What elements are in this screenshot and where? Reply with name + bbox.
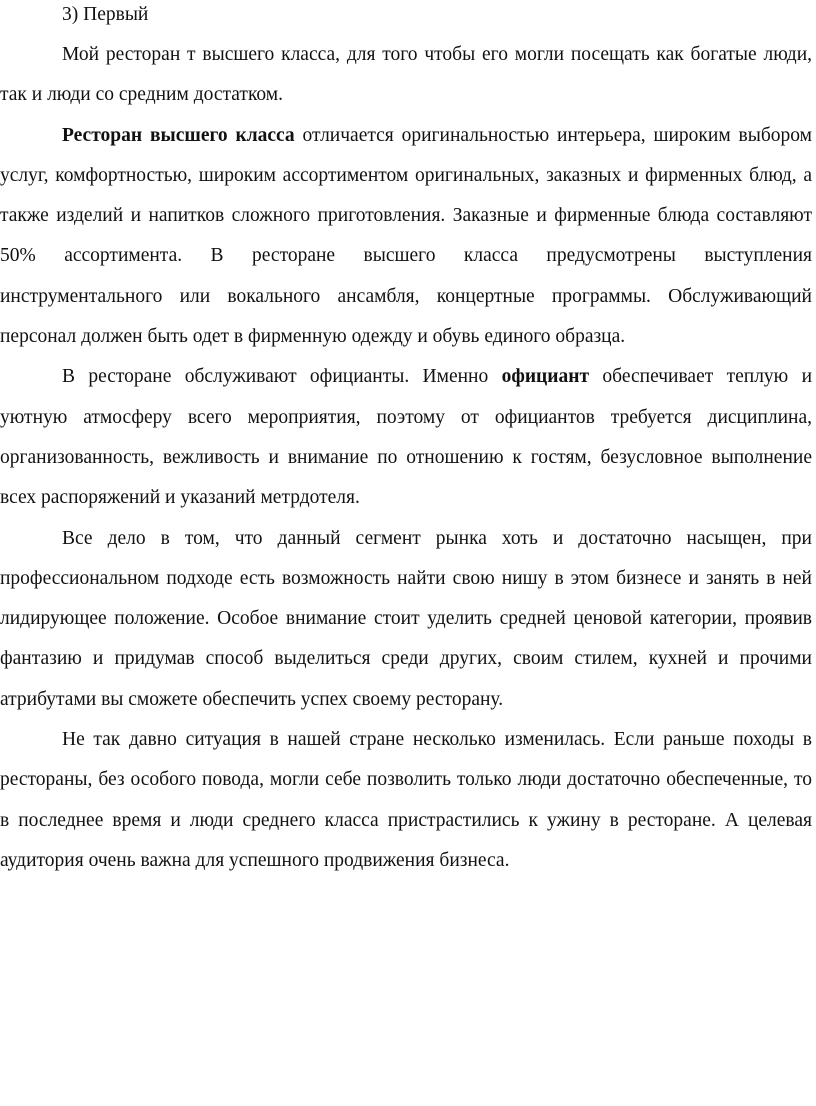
paragraph-high-class-restaurant	[0, 116, 812, 358]
paragraph-situation-change-text: Не так давно ситуация в нашей стране несколько изменилась. Если раньше походы в рестораны, без особого повода, могли себе позволить только люди достаточно обеспеченные, то в последнее время и люди среднего класса пристрастились к ужину в ресторане. А целевая аудитория очень важна для успешного продвижения бизнеса.	[0, 729, 812, 871]
bold-term-high-class: Ресторан высшего класса	[62, 124, 295, 146]
section-heading: 3) Первый	[62, 4, 149, 25]
paragraph-market-segment	[0, 519, 812, 720]
paragraph-waiters-text-before: В ресторане обслуживают официанты. Именно	[62, 366, 502, 388]
paragraph-situation-change	[0, 720, 812, 881]
paragraph-market-segment-text: Все дело в том, что данный сегмент рынка хоть и достаточно насыщен, при профессиональном подходе есть возможность найти свою нишу в этом бизнесе и занять в ней лидирующее положение. Особое внимание стоит уделить средней ценовой категории, проявив фантазию и придумав способ выделиться среди других, своим стилем, кухней и прочими атрибутами вы сможете обеспечить успех своему ресторану.	[0, 527, 812, 710]
paragraph-intro	[0, 35, 812, 116]
paragraph-high-class-text: отличается оригинальностью интерьера, широким выбором услуг, комфортностью, широким ассортиментом оригинальных, заказных и фирменных блюд, а также изделий и напитков сложного приготовления. Заказные и фирменные блюда составляют 50% ассортимента. В ресторане высшего класса предусмотрены выступления инструментального или вокального ансамбля, концертные программы. Обслуживающий персонал должен быть одет в фирменную одежду и обувь единого образца.	[0, 124, 812, 348]
paragraph-intro-text: Мой ресторан т высшего класса, для того чтобы его могли посещать как богатые люди, так и люди со средним достатком.	[0, 44, 812, 106]
bold-term-waiter: официант	[501, 366, 590, 388]
paragraph-waiters	[0, 357, 812, 518]
paragraph-waiters-text-after: обеспечивает теплую и уютную атмосферу всего мероприятия, поэтому от официантов требуется дисциплина, организованность, вежливость и внимание по отношению к гостям, безусловное выполнение всех распоряжений и указаний метрдотеля.	[0, 366, 813, 509]
document-body	[0, 35, 812, 881]
